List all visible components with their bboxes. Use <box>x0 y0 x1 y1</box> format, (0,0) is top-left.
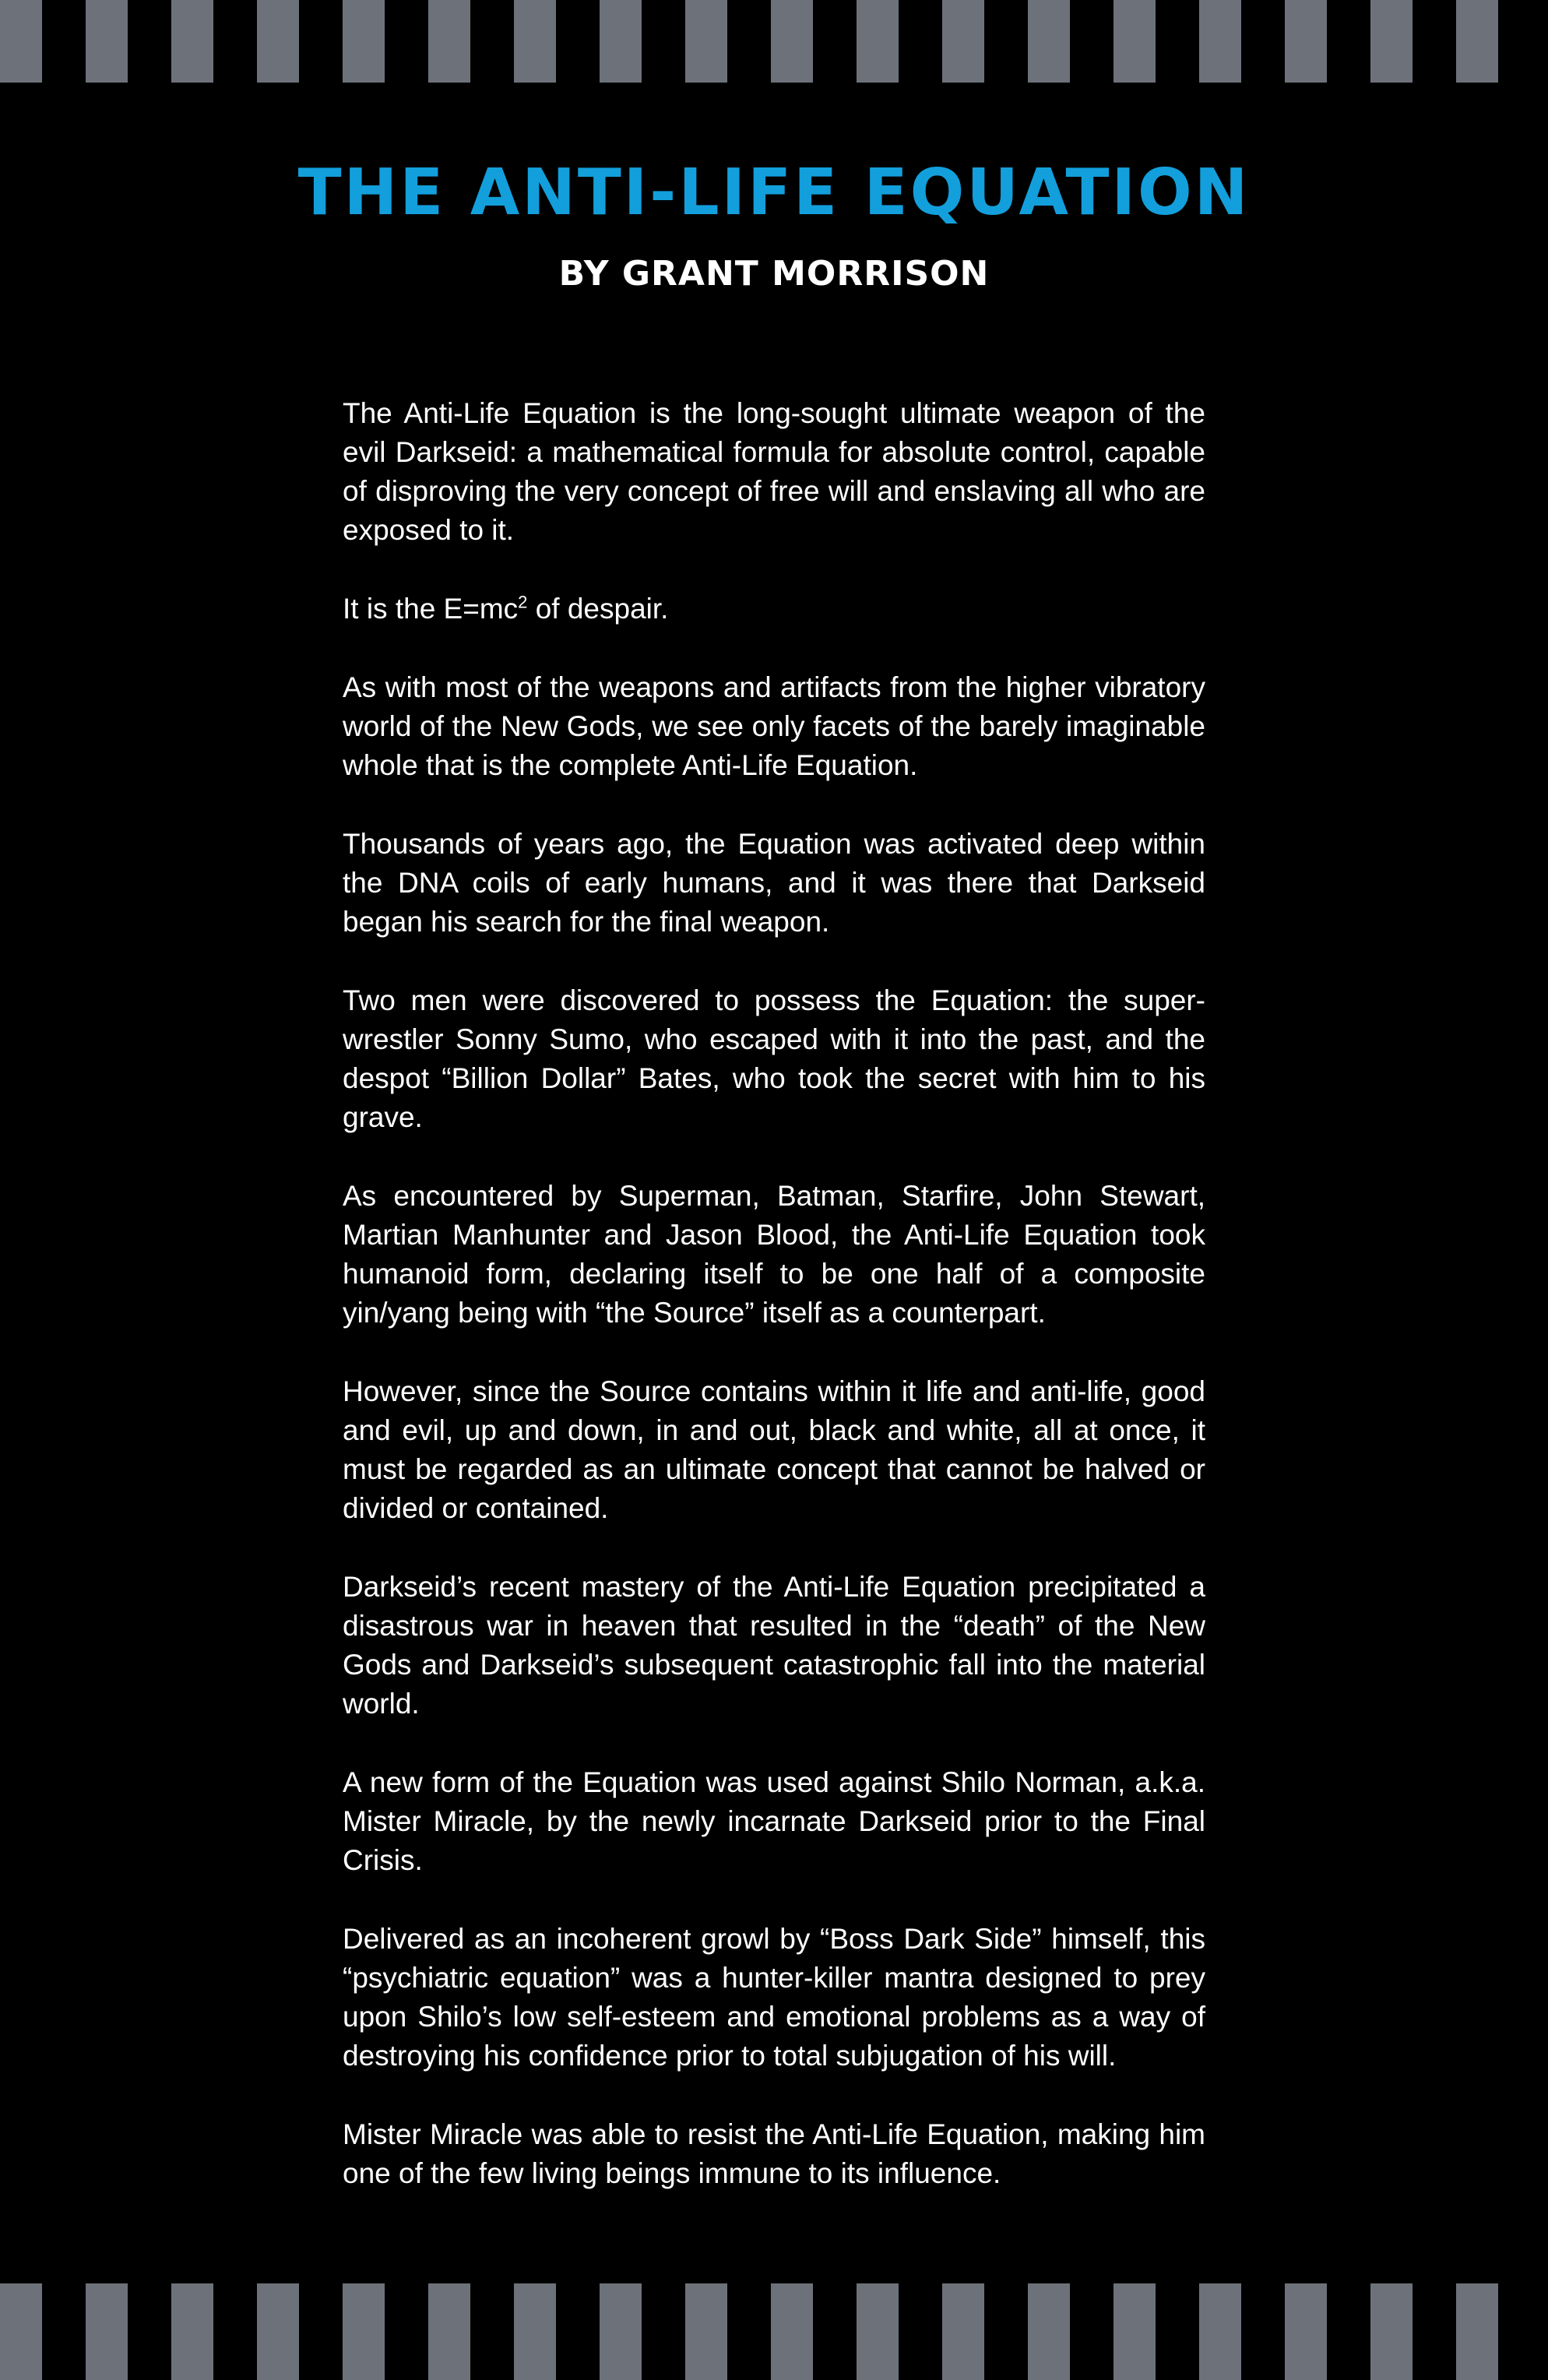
superscript-two: 2 <box>518 592 528 612</box>
paragraph-2-text-end: of despair. <box>527 593 669 625</box>
paragraph-2 <box>343 590 1205 628</box>
article-body <box>343 394 1205 2193</box>
paragraph-4: Thousands of years ago, the Equation was activated deep within the DNA coils of early humans, and it was there that Darkseid began his search for the final weapon. <box>343 828 1205 938</box>
page-title: THE ANTI-LIFE EQUATION <box>297 156 1251 230</box>
paragraph-10: Delivered as an incoherent growl by “Boss Dark Side” himself, this “psychiatric equation” was a hunter-killer mantra designed to prey upon Shilo’s low self-esteem and emotional problems as a way of destroying his confidence prior to total subjugation of his will. <box>343 1923 1205 2072</box>
paragraph-9: A new form of the Equation was used against Shilo Norman, a.k.a. Mister Miracle, by the newly incarnate Darkseid prior to the Final Crisis. <box>343 1766 1205 1876</box>
paragraph-3: As with most of the weapons and artifacts from the higher vibratory world of the New Gods, we see only facets of the barely imaginable whole that is the complete Anti-Life Equation. <box>343 671 1205 781</box>
paragraph-2-text-start: It is the E=mc <box>343 593 519 625</box>
paragraph-7: However, since the Source contains within it life and anti-life, good and evil, up and down, in and out, black and white, all at once, it must be regarded as an ultimate concept that cannot be halved or divided or contained. <box>343 1375 1205 1524</box>
paragraph-5: Two men were discovered to possess the Equation: the super-wrestler Sonny Sumo, who escaped with it into the past, and the despot “Billion Dollar” Bates, who took the secret with him to his grave. <box>343 984 1205 1133</box>
paragraph-1: The Anti-Life Equation is the long-sought ultimate weapon of the evil Darkseid: a mathematical formula for absolute control, capable of disproving the very concept of free will and enslaving all who are exposed to it. <box>343 397 1205 546</box>
paragraph-8: Darkseid’s recent mastery of the Anti-Life Equation precipitated a disastrous war in heaven that resulted in the “death” of the New Gods and Darkseid’s subsequent catastrophic fall into the material world. <box>343 1571 1205 1720</box>
paragraph-11: Mister Miracle was able to resist the Anti-Life Equation, making him one of the few living beings immune to its influence. <box>343 2118 1205 2189</box>
author-byline: BY GRANT MORRISON <box>558 254 990 294</box>
paragraph-6: As encountered by Superman, Batman, Starfire, John Stewart, Martian Manhunter and Jason Blood, the Anti-Life Equation took humanoid form, declaring itself to be one half of a composite yin/yang being with “the Source” itself as a counterpart. <box>343 1180 1205 1329</box>
bottom-stripe-border <box>0 2283 1548 2380</box>
top-stripe-border <box>0 0 1548 83</box>
